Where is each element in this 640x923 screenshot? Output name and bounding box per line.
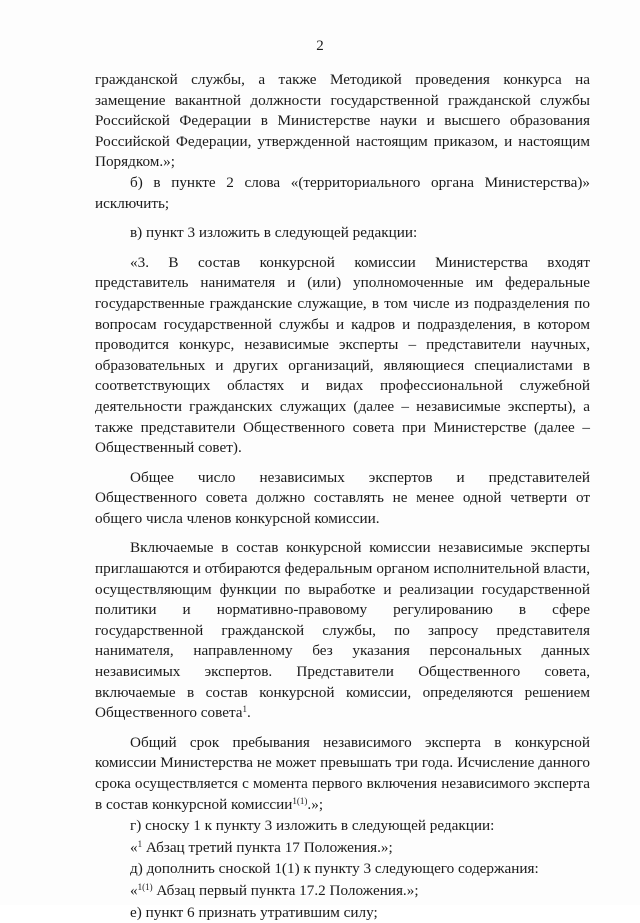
footnote-1-1-text — [95, 881, 590, 902]
page-number: 2 — [316, 38, 324, 54]
paragraph-expert-selection-text: Включаемые в состав конкурсной комиссии независимые эксперты приглашаются и отбираются федеральным органом исполнительной власти, осуществляющим функции по выработке и реализации государственной политики и нормативно-правовому регулированию в сфере государственной гражданской службы, по запросу представителя нанимателя, направленному без указания персональных данных независимых экспертов. Представители Общественного совета, включаемые в состав конкурсной комиссии, определяются решением Общественного совета — [95, 539, 590, 722]
footnote-1-1-quote: « — [130, 881, 138, 899]
footnote-ref-1-1: 1(1) — [292, 795, 308, 806]
paragraph-item-d: д) дополнить сноской 1(1) к пункту 3 следующего содержания: — [130, 860, 539, 878]
paragraph-term-limit-text: Общий срок пребывания независимого эксперта в конкурсной комиссии Министерства не может превышать три года. Исчисление данного срока осуществляется с момента первого включения независимого эксперта в состав конкурсной комиссии — [95, 733, 590, 813]
paragraph-clause-3: «3. В состав конкурсной комиссии Министерства входят представитель нанимателя и (или) уполномоченные им федеральные государственные гражданские служащие, в том числе из подразделения по вопросам государственной службы и кадров и подразделения, в котором проводится конкурс, независимые эксперты – представители научных, образовательных и других организаций, являющиеся специалистами в соответствующих областях и видах профессиональной служебной деятельности гражданских служащих (далее – независимые эксперты), а также представители Общественного совета при Министерстве (далее – Общественный совет). — [95, 253, 590, 457]
footnote-1-marker: 1 — [137, 838, 143, 849]
paragraph-expert-selection-end: . — [247, 704, 251, 722]
footnote-1-1-marker: 1(1) — [137, 881, 153, 892]
footnote-1-body: Абзац третий пункта 17 Положения.»; — [142, 838, 393, 856]
document-body — [95, 70, 590, 923]
footnote-1-1-body: Абзац первый пункта 17.2 Положения.»; — [152, 881, 419, 899]
paragraph-item-v: в) пункт 3 изложить в следующей редакции: — [130, 224, 418, 242]
paragraph-expert-count: Общее число независимых экспертов и представителей Общественного совета должно составлять не менее одной четверти от общего числа членов конкурсной комиссии. — [95, 468, 590, 527]
paragraph-item-e: е) пункт 6 признать утратившим силу; — [130, 903, 378, 921]
paragraph-term-limit-end: .»; — [307, 795, 324, 813]
paragraph-continuation: гражданской службы, а также Методикой проведения конкурса на замещение вакантной должности государственной гражданской службы Российской Федерации в Министерстве науки и высшего образования Российской Федерации, утвержденной настоящим приказом, и настоящим Порядком.»; — [95, 71, 590, 171]
paragraph-expert-selection — [95, 538, 590, 723]
footnote-1-quote: « — [130, 838, 138, 856]
paragraph-item-b: б) в пункте 2 слова «(территориального органа Министерства)» исключить; — [95, 173, 590, 212]
footnote-1-text — [95, 838, 590, 859]
paragraph-item-g: г) сноску 1 к пункту 3 изложить в следующей редакции: — [130, 817, 495, 835]
paragraph-term-limit — [95, 733, 590, 815]
footnote-ref-1: 1 — [242, 704, 248, 715]
